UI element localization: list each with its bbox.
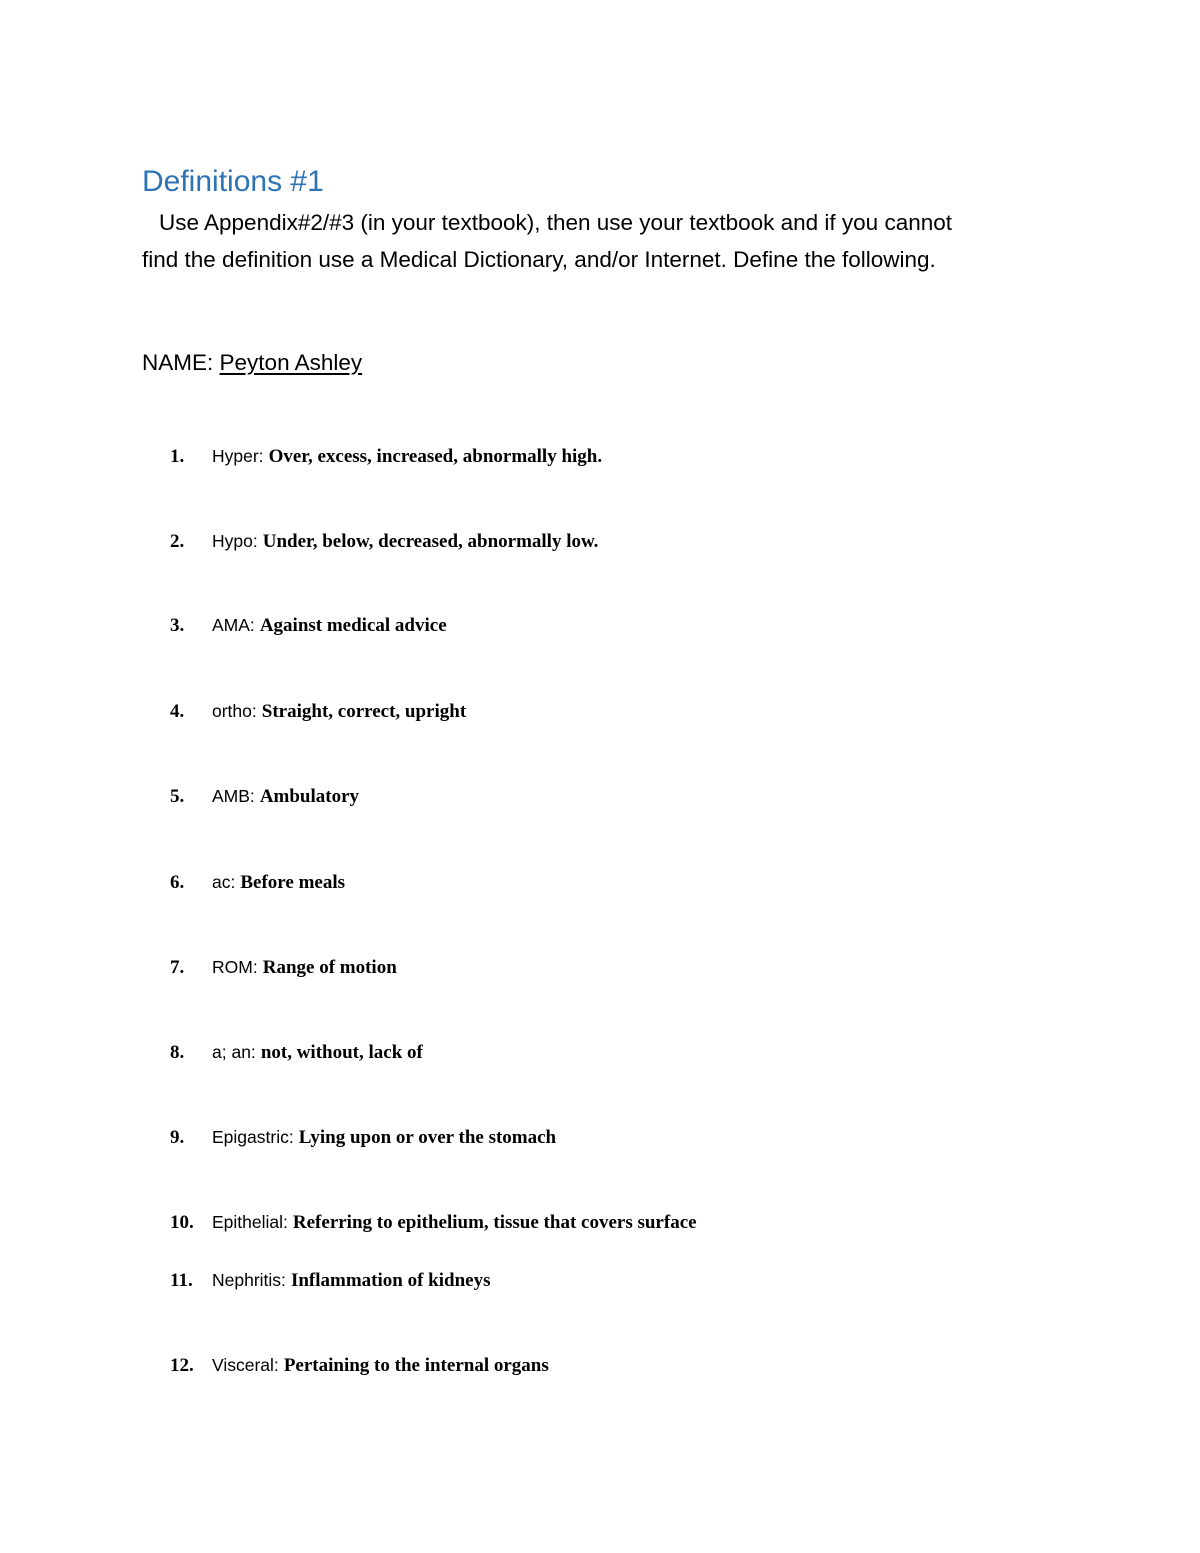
definition-term: Epithelial: [212,1212,288,1232]
definition-term: Epigastric: [212,1127,294,1147]
definition-number: 12. [170,1355,194,1376]
definition-text: not, without, lack of [260,1042,423,1063]
definition-number: 11. [170,1270,193,1291]
name-row [142,346,362,380]
definition-item [170,952,397,982]
instructions-line: find the definition use a Medical Dictionary, and/or Internet. Define the following. [142,247,936,272]
definition-item [170,1265,490,1295]
definition-term: ortho: [212,701,257,721]
definition-text: Before meals [240,872,346,893]
definition-term: AMA: [212,615,255,635]
definition-item [170,696,466,726]
definition-text: Over, excess, increased, abnormally high. [268,446,603,467]
definition-term: a; an: [212,1042,256,1062]
definition-text: Ambulatory [259,786,360,807]
definition-number: 6. [170,872,185,893]
definition-term: Hypo: [212,531,258,551]
instructions-paragraph [142,204,1072,278]
definition-number: 4. [170,701,185,722]
definition-text: Referring to epithelium, tissue that covers surface [292,1212,697,1233]
name-value: Peyton Ashley [219,350,363,375]
definition-term: Visceral: [212,1355,279,1375]
definition-number: 3. [170,615,185,636]
definition-number: 9. [170,1127,185,1148]
definition-item [170,441,602,471]
definition-item [170,1207,697,1237]
document-title: Definitions #1 [142,165,324,198]
definition-item [170,867,345,897]
definition-item [170,1350,549,1380]
definition-term: ac: [212,872,236,892]
definition-term: AMB: [212,786,255,806]
definition-number: 10. [170,1212,194,1233]
definition-number: 1. [170,446,185,467]
definition-term: Hyper: [212,446,264,466]
definition-number: 2. [170,531,185,552]
definition-text: Inflammation of kidneys [290,1270,491,1291]
definition-number: 8. [170,1042,185,1063]
definition-number: 7. [170,957,185,978]
definition-item [170,526,598,556]
definition-text: Against medical advice [259,615,447,636]
definition-text: Pertaining to the internal organs [283,1355,549,1376]
definition-item [170,781,359,811]
definition-text: Range of motion [262,957,397,978]
definition-text: Lying upon or over the stomach [298,1127,557,1148]
name-label: NAME: [142,350,214,375]
definition-item [170,1037,423,1067]
definition-item [170,610,447,640]
definition-text: Under, below, decreased, abnormally low. [262,531,599,552]
instructions-line: Use Appendix#2/#3 (in your textbook), then use your textbook and if you cannot [159,210,953,235]
definition-number: 5. [170,786,185,807]
definition-term: ROM: [212,957,258,977]
definition-item [170,1122,556,1152]
definition-term: Nephritis: [212,1270,286,1290]
definition-text: Straight, correct, upright [261,701,467,722]
